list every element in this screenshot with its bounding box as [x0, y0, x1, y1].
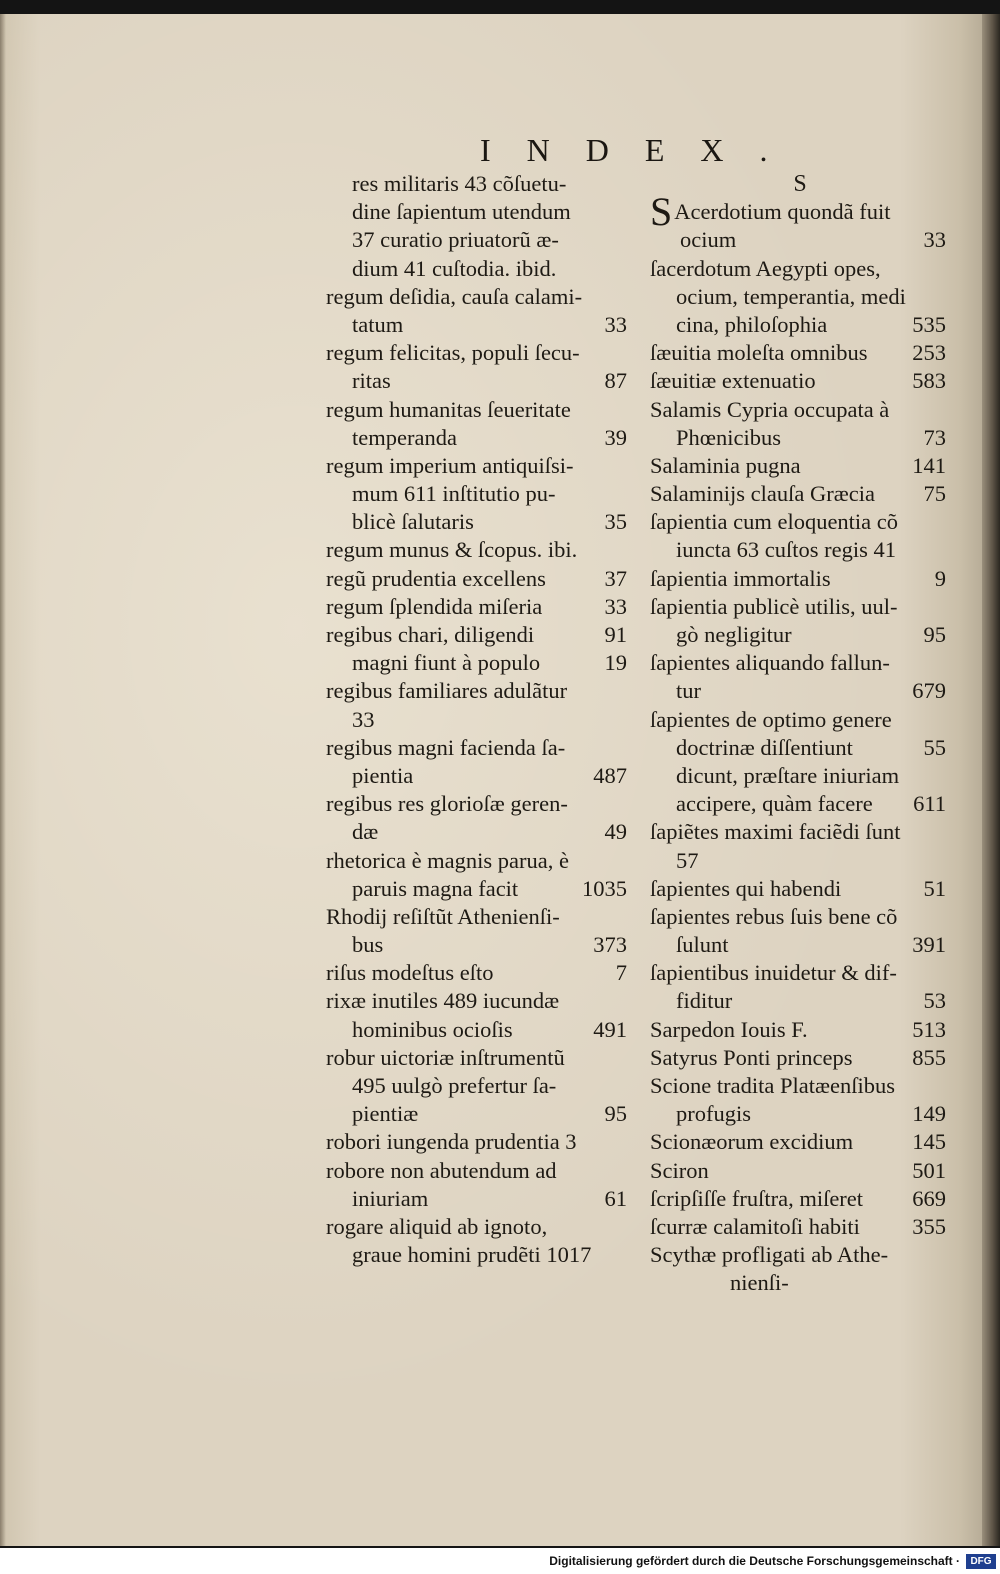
index-entry-text: ocium	[680, 227, 737, 253]
index-entry	[650, 198, 950, 226]
index-entry-text: regũ prudentia excellens	[326, 565, 546, 591]
index-entry	[326, 649, 631, 677]
index-entry-text: nienſi-	[730, 1270, 789, 1296]
index-entry	[650, 903, 950, 931]
index-entry	[326, 1100, 631, 1128]
index-entry-text: Acerdotium quondã fuit	[674, 199, 891, 225]
index-entry	[326, 565, 631, 593]
index-entry	[650, 1241, 950, 1269]
page-reference: 513	[912, 1016, 946, 1042]
index-entry-text: hominibus ocioſis	[352, 1016, 513, 1042]
index-entry	[326, 170, 631, 198]
index-entry-text: fiditur	[676, 988, 733, 1014]
index-column-left	[326, 170, 631, 1269]
index-entry-text: magni fiunt à populo	[352, 650, 541, 676]
index-entry-text: cina, philoſophia	[676, 311, 828, 337]
index-entry	[650, 1044, 950, 1072]
index-entry	[650, 226, 950, 254]
index-entry-text: dine ſapientum utendum	[352, 199, 571, 225]
index-entry	[650, 987, 950, 1015]
index-entry-text: ſcripſiſſe fruſtra, miſeret	[650, 1185, 864, 1211]
index-entry-text: doctrinæ diſſentiunt	[676, 734, 853, 760]
page-reference: 61	[604, 1185, 627, 1211]
index-entry-text: pientiæ	[352, 1101, 419, 1127]
page-reference: 253	[912, 340, 946, 366]
index-entry	[326, 311, 631, 339]
index-entry-text: ſapientes rebus ſuis bene cõ	[650, 903, 898, 929]
page-reference: 51	[923, 875, 946, 901]
index-entry	[650, 621, 950, 649]
index-entry	[326, 480, 631, 508]
index-entry	[650, 649, 950, 677]
page-reference: 373	[593, 932, 627, 958]
index-entry-text: regum ſplendida miſeria	[326, 593, 543, 619]
index-entry	[650, 790, 950, 818]
index-entry-text: Salamis Cypria occupata à	[650, 396, 890, 422]
page-reference: 73	[923, 424, 946, 450]
index-entry-text: robori iungenda prudentia 3	[326, 1129, 577, 1155]
index-entry	[326, 1128, 631, 1156]
index-entry-text: 37 curatio priuatorũ æ-	[352, 227, 559, 253]
index-entry	[326, 593, 631, 621]
index-entry-text: gò negligitur	[676, 622, 792, 647]
dfg-logo: DFG	[966, 1554, 996, 1569]
index-entry	[326, 818, 631, 846]
index-entry-text: 33	[352, 706, 375, 732]
index-entry	[650, 677, 950, 705]
index-entry-text: rogare aliquid ab ignoto,	[326, 1213, 548, 1239]
index-entry-text: tur	[676, 678, 701, 704]
index-entry-text: ſulunt	[676, 932, 729, 958]
digitization-footer: Digitalisierung gefördert durch die Deutsche Forschungsgemeinschaft ·	[0, 1548, 1000, 1574]
index-entry-text: regibus res glorioſæ geren-	[326, 791, 568, 817]
index-entry-text: dicunt, præſtare iniuriam	[676, 762, 900, 788]
index-entry-text: 495 uulgò prefertur ſa-	[352, 1073, 557, 1098]
page-reference: 49	[604, 819, 627, 845]
drop-cap: S	[650, 198, 673, 227]
index-entry	[650, 706, 950, 734]
page-reference: 87	[604, 368, 627, 394]
index-entry-text: regibus chari, diligendi	[326, 622, 535, 647]
index-entry-text: ſapientia immortalis	[650, 565, 831, 591]
index-entry-text: res militaris 43 cõſuetu-	[352, 171, 567, 196]
page-reference: 37	[604, 565, 627, 591]
page-reference: 19	[604, 650, 627, 676]
section-letter: S	[793, 171, 807, 197]
index-entry-text: Salaminijs clauſa Græcia	[650, 481, 875, 507]
index-entry-text: rhetorica è magnis parua, è	[326, 847, 570, 873]
index-entry	[650, 424, 950, 452]
index-entry	[650, 1157, 950, 1185]
index-entry	[650, 931, 950, 959]
index-entry	[650, 339, 950, 367]
index-entry-text: Phœnicibus	[676, 424, 782, 450]
index-entry	[650, 480, 950, 508]
index-entry-text: Scione tradita Platæenſibus	[650, 1073, 895, 1098]
page-reference: 75	[923, 481, 946, 507]
page-reference: 491	[593, 1016, 627, 1042]
index-entry	[650, 396, 950, 424]
index-entry	[326, 1072, 631, 1100]
index-entry	[326, 339, 631, 367]
index-entry	[650, 1269, 950, 1297]
index-entry-text: ſæuitiæ extenuatio	[650, 368, 816, 394]
index-entry-text: tatum	[352, 311, 404, 337]
page-reference: 39	[604, 424, 627, 450]
index-entry	[326, 959, 631, 987]
index-entry-text: temperanda	[352, 424, 457, 450]
page-reference: 95	[923, 622, 946, 647]
index-entry	[650, 1016, 950, 1044]
page-reference: 487	[593, 762, 627, 788]
index-entry	[650, 367, 950, 395]
index-entry-text: rixæ inutiles 489 iucundæ	[326, 988, 560, 1014]
page-reference: 391	[912, 932, 946, 958]
index-entry-text: regum imperium antiquiſsi-	[326, 452, 574, 478]
index-entry	[650, 1128, 950, 1156]
index-entry	[326, 283, 631, 311]
index-entry	[326, 1157, 631, 1185]
index-entry-text: paruis magna facit	[352, 875, 519, 901]
index-entry	[650, 536, 950, 564]
index-entry-text: dium 41 cuſtodia. ibid.	[352, 255, 557, 281]
index-entry-text: iniuriam	[352, 1185, 429, 1211]
index-entry	[326, 452, 631, 480]
index-entry	[650, 959, 950, 987]
page-header: INDEX.	[480, 132, 804, 168]
index-entry-text: blicè ſalutaris	[352, 509, 474, 535]
index-entry-text: ſapientia publicè utilis, uul-	[650, 593, 898, 619]
index-entry-text: bus	[352, 932, 384, 958]
page-reference: 33	[604, 311, 627, 337]
page-reference: 1035	[582, 875, 627, 901]
page-reference: 53	[923, 988, 946, 1014]
index-entry	[326, 1213, 631, 1241]
page-reference: 669	[912, 1185, 946, 1211]
index-entry	[650, 311, 950, 339]
index-entry-text: profugis	[676, 1101, 751, 1127]
index-entry-text: ſæuitia moleſta omnibus	[650, 340, 868, 366]
index-entry	[326, 847, 631, 875]
index-entry	[326, 536, 631, 564]
index-entry-text: pientia	[352, 762, 414, 788]
index-entry	[650, 1213, 950, 1241]
index-entry-text: ſapientes aliquando fallun-	[650, 650, 890, 676]
index-entry	[326, 903, 631, 931]
index-entry	[326, 677, 631, 705]
page-reference: 855	[912, 1044, 946, 1070]
index-entry-text: mum 611 inſtitutio pu-	[352, 481, 556, 507]
index-entry-text: Rhodij reſiſtũt Athenienſi-	[326, 903, 560, 929]
page-edge	[982, 14, 1000, 1546]
page-reference: 33	[923, 227, 946, 253]
index-column-right	[650, 170, 950, 1298]
index-entry-text: robur uictoriæ inſtrumentũ	[326, 1044, 565, 1070]
page-reference: 149	[912, 1101, 946, 1127]
index-entry	[650, 593, 950, 621]
index-entry-text: ſapientia cum eloquentia cõ	[650, 509, 899, 535]
index-entry-text: Scionæorum excidium	[650, 1129, 854, 1155]
index-entry	[326, 367, 631, 395]
index-entry-text: Salaminia pugna	[650, 452, 801, 478]
index-entry-text: regum munus & ſcopus. ibi.	[326, 537, 578, 563]
index-entry	[326, 931, 631, 959]
index-entry-text: regum felicitas, populi ſecu-	[326, 340, 580, 366]
index-entry	[326, 790, 631, 818]
index-entry-text: 57	[676, 847, 699, 873]
index-entry-text: graue homini prudẽti 1017	[352, 1242, 592, 1268]
page-reference: 55	[923, 734, 946, 760]
index-entry-text: ſcurræ calamitoſi habiti	[650, 1213, 860, 1239]
index-entry	[326, 875, 631, 903]
index-entry	[326, 762, 631, 790]
index-entry	[326, 1044, 631, 1072]
page-reference: 91	[604, 622, 627, 647]
index-entry	[326, 1241, 631, 1269]
index-entry	[650, 255, 950, 283]
index-entry	[650, 452, 950, 480]
index-entry-text: ſapientes de optimo genere	[650, 706, 892, 732]
page-reference: 583	[912, 368, 946, 394]
page-reference: 355	[912, 1213, 946, 1239]
index-entry-text: regibus magni facienda ſa-	[326, 734, 566, 760]
index-entry-text: robore non abutendum ad	[326, 1157, 557, 1183]
index-entry-text: ritas	[352, 368, 391, 394]
index-entry-text: ſapientibus inuidetur & dif-	[650, 960, 897, 986]
index-entry	[650, 875, 950, 903]
index-entry-text: iuncta 63 cuſtos regis 41	[676, 537, 896, 563]
index-entry	[326, 734, 631, 762]
index-entry	[650, 283, 950, 311]
page-reference: 501	[912, 1157, 946, 1183]
index-entry	[650, 1185, 950, 1213]
index-entry-text: ſapientes qui habendi	[650, 875, 842, 901]
page-reference: 679	[912, 678, 946, 704]
index-entry	[326, 255, 631, 283]
index-entry	[326, 1016, 631, 1044]
index-entry	[650, 508, 950, 536]
index-entry	[326, 987, 631, 1015]
index-entry-text: Sciron	[650, 1157, 709, 1183]
index-entry-text: regum deſidia, cauſa calami-	[326, 283, 583, 309]
index-entry	[650, 818, 950, 846]
index-entry-text: regum humanitas ſeueritate	[326, 396, 571, 422]
index-entry	[326, 508, 631, 536]
page-reference: 145	[912, 1129, 946, 1155]
index-entry	[650, 734, 950, 762]
index-entry-text: ſacerdotum Aegypti opes,	[650, 255, 881, 281]
page-reference: 9	[934, 565, 946, 591]
index-entry-text: ſapiẽtes maximi faciẽdi ſunt	[650, 819, 901, 845]
index-entry	[326, 706, 631, 734]
page-reference: 535	[912, 311, 946, 337]
index-entry	[650, 1072, 950, 1100]
page-reference: 611	[913, 791, 946, 817]
index-entry-text: Satyrus Ponti princeps	[650, 1044, 853, 1070]
index-entry	[650, 762, 950, 790]
index-entry	[326, 1185, 631, 1213]
page-reference: 95	[604, 1101, 627, 1127]
index-entry-text: ocium, temperantia, medi	[676, 283, 906, 309]
index-entry-text: accipere, quàm facere	[676, 791, 873, 817]
index-entry-text: riſus modeſtus eſto	[326, 960, 494, 986]
index-entry-text: Scythæ profligati ab Athe-	[650, 1242, 889, 1268]
index-entry	[326, 198, 631, 226]
index-entry	[650, 847, 950, 875]
page-gutter	[0, 14, 6, 1546]
index-entry	[650, 565, 950, 593]
index-entry-text: dæ	[352, 819, 379, 845]
page-reference: 7	[615, 960, 627, 986]
page-reference: 141	[912, 452, 946, 478]
index-entry-text: regibus familiares adulãtur	[326, 678, 568, 704]
page-reference: 33	[604, 593, 627, 619]
index-entry	[326, 424, 631, 452]
index-entry-text: Sarpedon Iouis F.	[650, 1016, 808, 1042]
index-entry	[326, 621, 631, 649]
index-entry	[326, 226, 631, 254]
page-reference: 35	[604, 509, 627, 535]
index-entry	[650, 1100, 950, 1128]
index-entry	[326, 396, 631, 424]
